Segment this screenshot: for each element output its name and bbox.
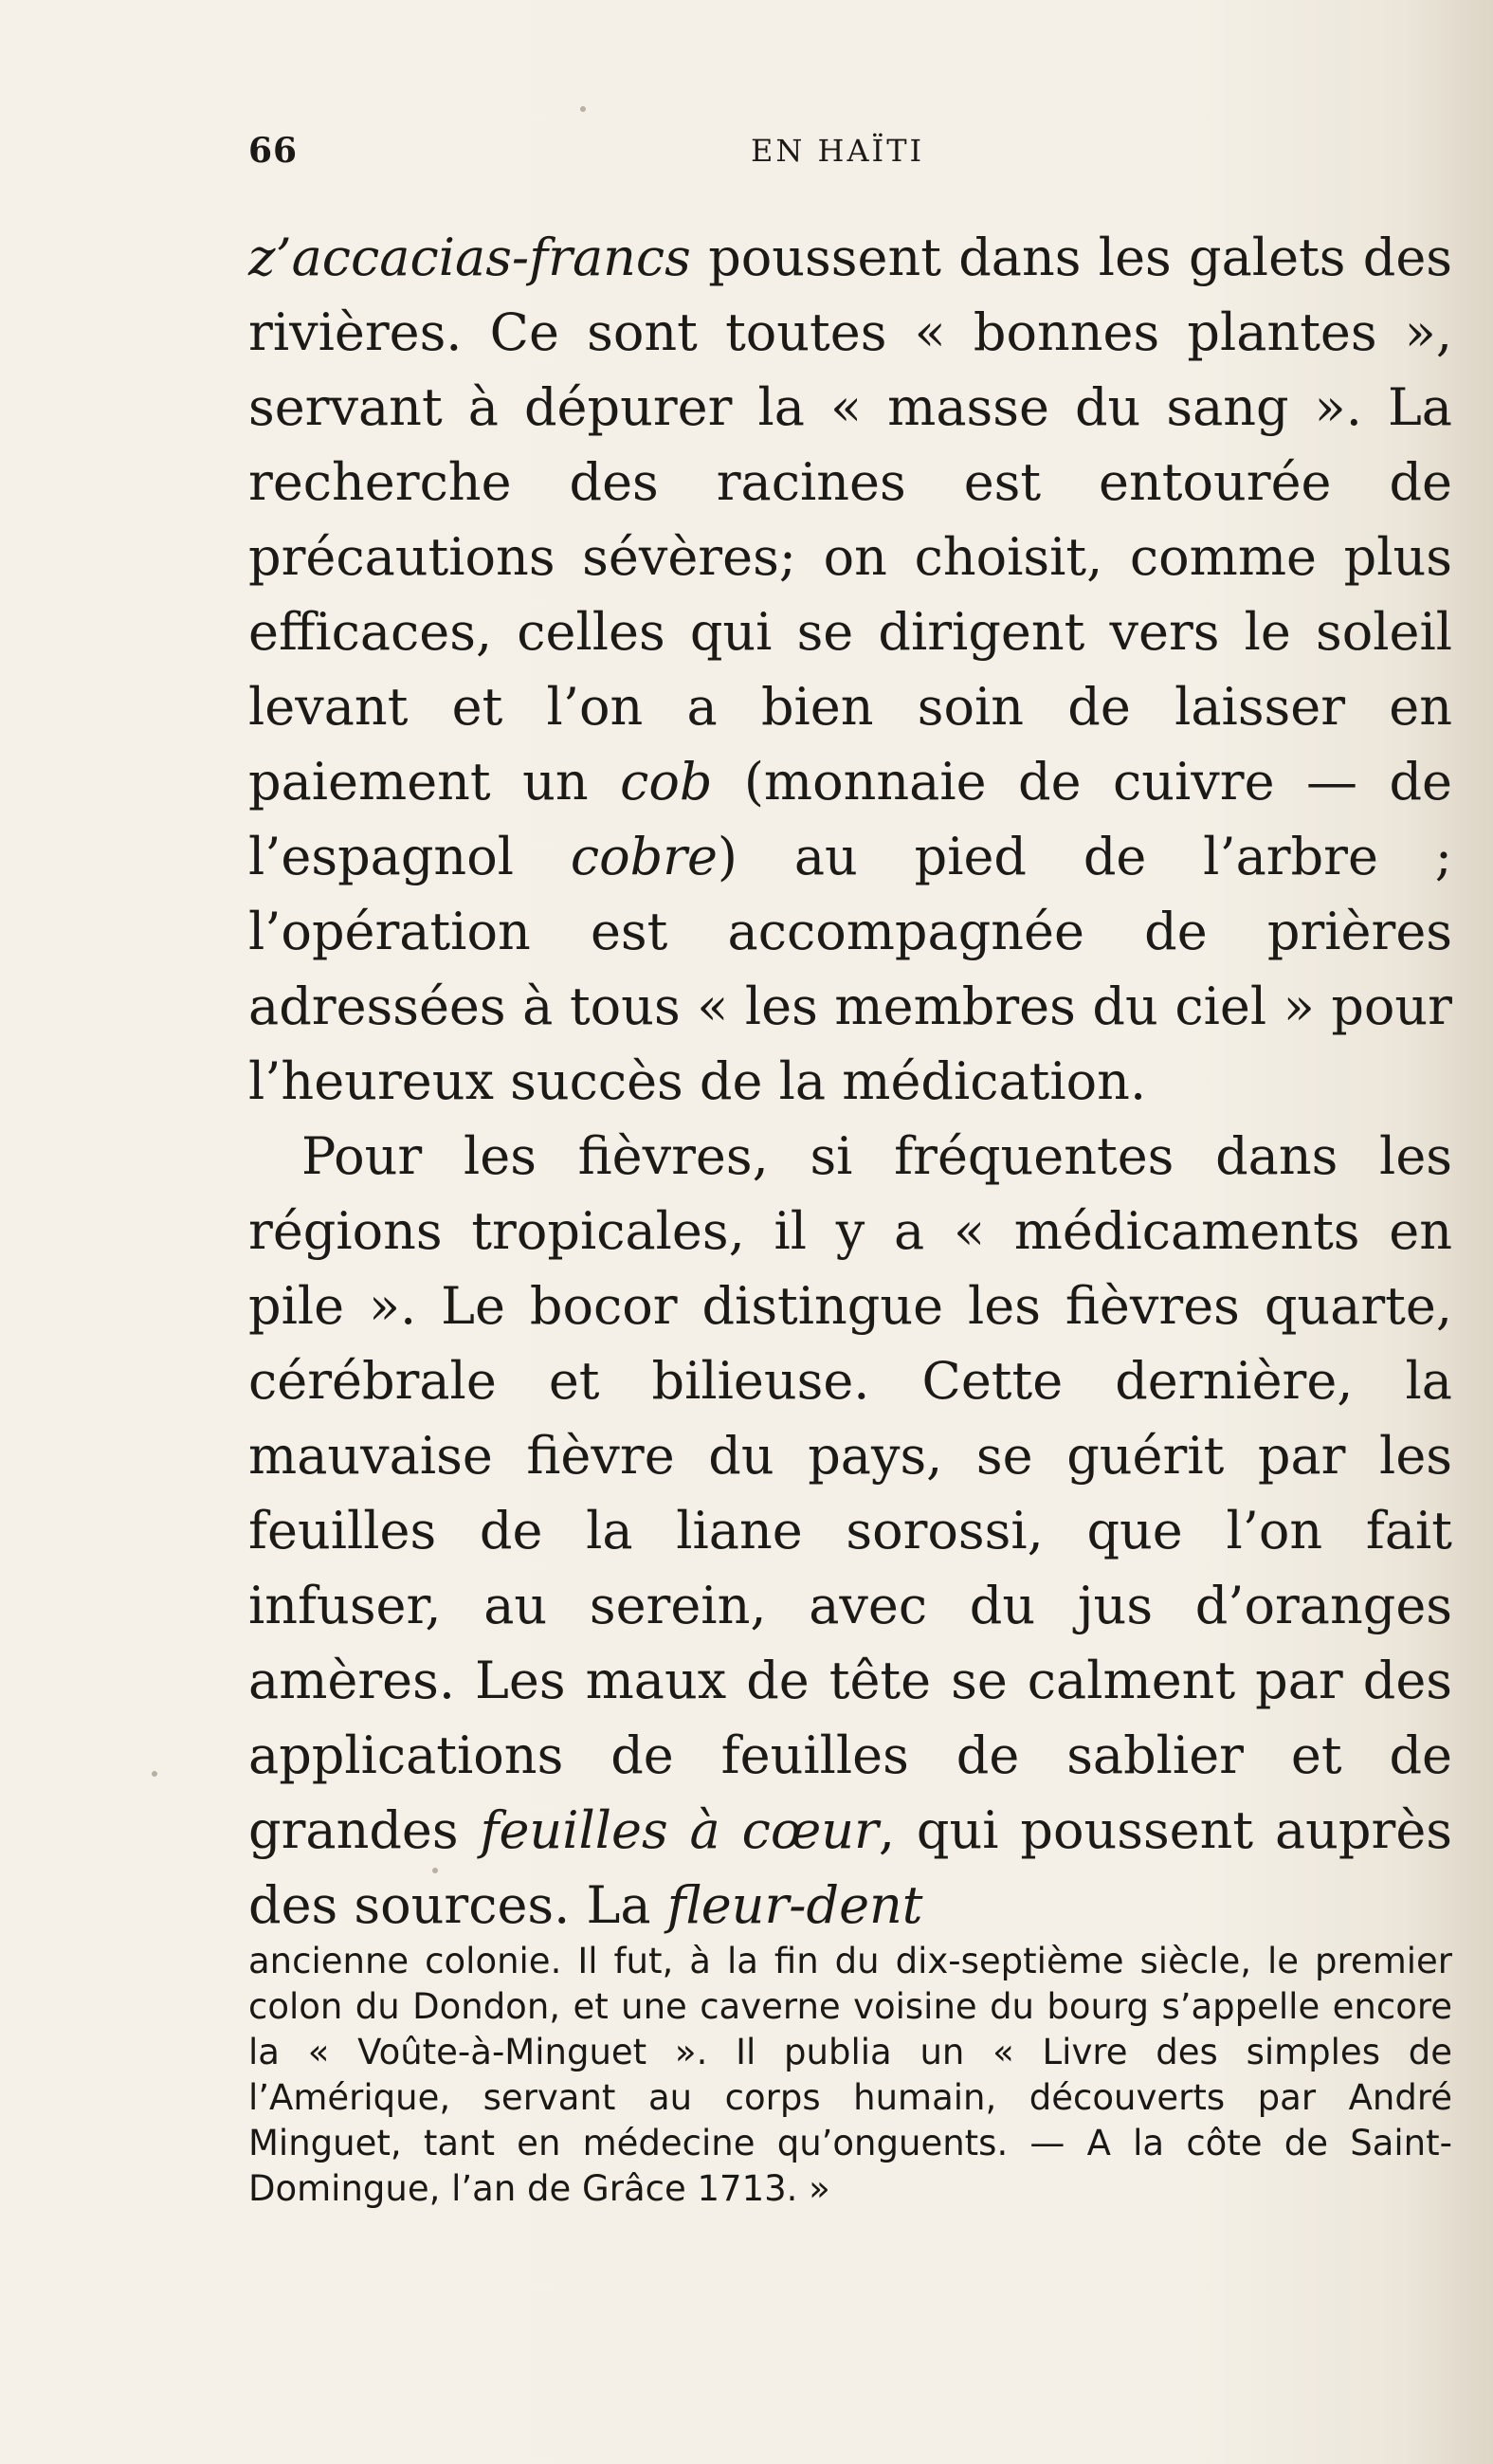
paragraph-1-text-b: (monnaie de cuivre — de l’espagnol — [248, 752, 1452, 886]
paragraph-1-text-c: ) au pied de l’arbre ; l’opération est accompagnée de prières adressées à tous « les membres du ciel » pour l’heureux succès de la médication. — [248, 827, 1452, 1111]
paragraph-2-text-b: , qui poussent auprès des sources. La — [248, 1800, 1452, 1935]
italic-term-cob: cob — [620, 752, 713, 812]
italic-term-cobre: cobre — [570, 827, 718, 886]
page-number: 66 — [248, 131, 299, 171]
paragraph-2 — [248, 1119, 1452, 1943]
italic-term-feuilles-a-coeur: feuilles à cœur — [480, 1800, 879, 1860]
footnote: ancienne colonie. Il fut, à la fin du dix-septième siècle, le premier colon du Dondon, et une caverne voisine du bourg s’appelle encore la « Voûte-à-Minguet ». Il publia un « Livre des simples de l’Amérique, servant au corps humain, découverts par André Minguet, tant en médecine qu’onguents. — A la côte de Saint-Domingue, l’an de Grâce 1713. » — [248, 1941, 1452, 2209]
paper-speck — [580, 106, 586, 112]
italic-term-accacias: z’accacias-francs — [248, 228, 691, 287]
paragraph-1-text-a: poussent dans les galets des rivières. Ce sont toutes « bonnes plantes », servant à dépurer la « masse du sang ». La recherche des racines est entourée de précautions sévères; on choisit, comme plus efficaces, celles qui se dirigent vers le soleil levant et l’on a bien soin de laisser en paiement un — [248, 228, 1452, 812]
page-header — [248, 131, 1452, 178]
paper-speck — [152, 1771, 157, 1777]
italic-term-fleur-dent: fleur-dent — [666, 1875, 923, 1935]
paper-speck — [432, 1868, 438, 1873]
paragraph-1 — [248, 220, 1452, 1119]
main-text — [248, 220, 1452, 1943]
running-title: EN HAÏTI — [751, 133, 925, 169]
paragraph-2-text-a: Pour les fièvres, si fréquentes dans les régions tropicales, il y a « médicaments en pile ». Le bocor distingue les fièvres quarte, cérébrale et bilieuse. Cette dernière, la mauvaise fièvre du pays, se guérit par les feuilles de la liane sorossi, que l’on fait infuser, au serein, avec du jus d’oranges amères. Les maux de tête se calment par des applications de feuilles de sablier et de grandes — [248, 1126, 1452, 1860]
